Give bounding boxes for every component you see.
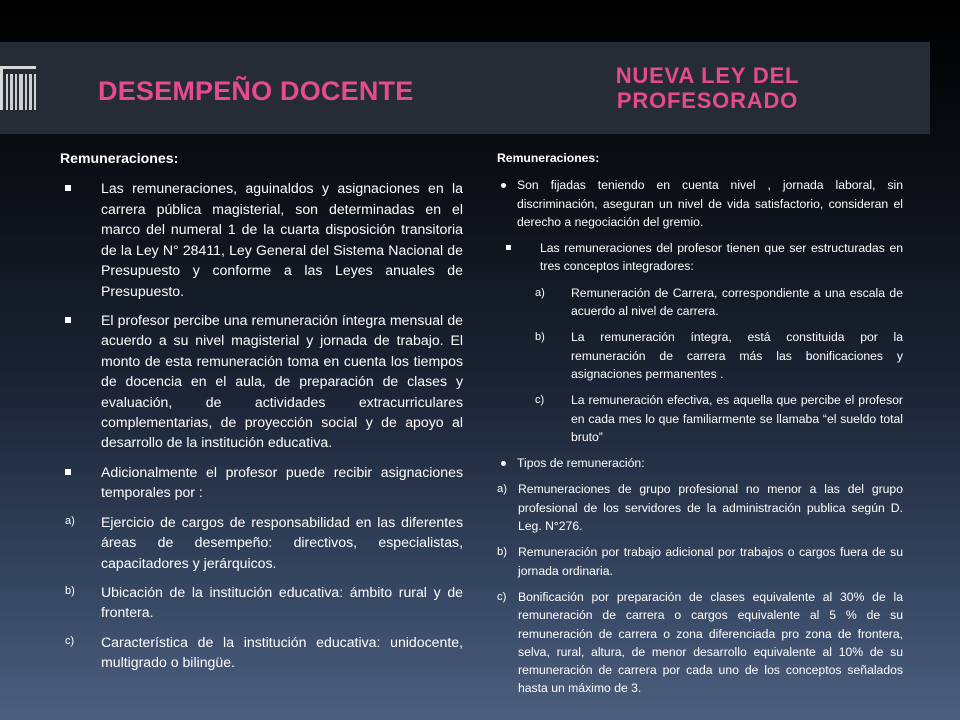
right-dot-text: Son fijadas teniendo en cuenta nivel , jornada laboral, sin discriminación, aseguran un nivel de vida satisfactorio, consideran el derecho a negociación del gremio. xyxy=(517,178,903,229)
right-tipo-item xyxy=(497,480,903,535)
left-letter-item xyxy=(60,512,463,573)
square-bullet-icon xyxy=(65,185,71,191)
right-sub-item xyxy=(497,391,903,446)
left-bullet-text: Adicionalmente el profesor puede recibir asignaciones temporales por : xyxy=(101,463,463,501)
left-bullet-text: El profesor percibe una remuneración íntegra mensual de acuerdo a su nivel magisterial y jornada de trabajo. El monto de esta remuneración toma en cuenta los tiempos de docencia en el aula, de preparación de clases y evaluación, de actividades extracurriculares complementarias, de proyección social y de apoyo al desarrollo de la institución educativa. xyxy=(101,311,463,451)
round-bullet-icon xyxy=(501,183,506,188)
right-tipo-item xyxy=(497,588,903,698)
right-column xyxy=(497,149,903,706)
list-marker: c) xyxy=(65,634,75,647)
right-dot-item xyxy=(497,176,903,231)
decorative-bars-icon xyxy=(0,66,36,110)
right-heading: Remuneraciones: xyxy=(497,151,600,165)
right-sub-text: La remuneración efectiva, es aquella que percibe el profesor en cada mes lo que familiarmente se llamaba “el sueldo total bruto” xyxy=(571,393,903,444)
right-tipo-text: Remuneraciones de grupo profesional no menor a las del grupo profesional de los servidores de la administración publica según D. Leg. N°276. xyxy=(518,482,903,534)
round-bullet-icon xyxy=(501,461,506,466)
list-marker: a) xyxy=(65,514,75,527)
list-marker: b) xyxy=(497,546,507,559)
left-bullet-item xyxy=(60,310,463,453)
right-square-item xyxy=(497,239,903,276)
left-letter-text: Ejercicio de cargos de responsabilidad en las diferentes áreas de desempeño: directivos, especialistas, capacitadores y jerárquicos. xyxy=(101,513,463,571)
right-sub-text: La remuneración íntegra, está constituida por la remuneración de carrera más las bonificaciones y asignaciones permanentes . xyxy=(571,330,903,381)
right-dot-item xyxy=(497,454,903,472)
list-marker: b) xyxy=(535,331,545,344)
left-bullet-text: Las remuneraciones, aguinaldos y asignaciones en la carrera pública magisterial, son determinadas en el marco del numeral 1 de la cuarta disposición transitoria de la Ley N° 28411, Ley General del Sistema Nacional de Presupuesto y conforme a las Leyes anuales de Presupuesto. xyxy=(101,180,463,299)
right-sub-item xyxy=(497,328,903,383)
left-bullet-item xyxy=(60,462,463,503)
title-desempeno-docente: DESEMPEÑO DOCENTE xyxy=(98,76,414,106)
left-heading: Remuneraciones: xyxy=(60,150,179,166)
square-bullet-icon xyxy=(65,469,71,475)
right-dot-text: Tipos de remuneración: xyxy=(517,456,645,471)
title-nueva-ley: NUEVA LEY DEL PROFESORADO xyxy=(615,63,800,113)
square-bullet-icon xyxy=(65,317,71,323)
left-letter-text: Ubicación de la institución educativa: ámbito rural y de frontera. xyxy=(101,584,463,621)
right-tipo-item xyxy=(497,543,903,580)
left-letter-item xyxy=(60,582,463,623)
left-bullet-item xyxy=(60,178,463,301)
square-bullet-icon xyxy=(506,245,511,250)
left-letter-item xyxy=(60,632,463,673)
list-marker: c) xyxy=(497,590,507,603)
left-letter-text: Característica de la institución educativa: unidocente, multigrado o bilingüe. xyxy=(101,633,463,671)
right-square-text: Las remuneraciones del profesor tienen que ser estructuradas en tres conceptos integradores: xyxy=(540,241,903,274)
right-sub-item xyxy=(497,284,903,321)
right-sub-text: Remuneración de Carrera, correspondiente a una escala de acuerdo al nivel de carrera. xyxy=(571,285,903,319)
list-marker: a) xyxy=(535,286,545,299)
right-tipo-text: Remuneración por trabajo adicional por trabajos o cargos fuera de su jornada ordinaria. xyxy=(518,545,903,578)
right-tipo-text: Bonificación por preparación de clases equivalente al 30% de la remuneración de carrera o cargos equivalente al 5 % de su remuneración de carrera o zona diferenciada pro zona de frontera, selva, rural, altura, de menor desarrollo equivalente al 10% de su remuneración de carrera por cada uno de los conceptos señalados hasta un máximo de 3. xyxy=(518,589,903,696)
list-marker: c) xyxy=(535,394,545,407)
list-marker: a) xyxy=(497,483,507,496)
left-column xyxy=(60,148,463,682)
list-marker: b) xyxy=(65,585,75,598)
